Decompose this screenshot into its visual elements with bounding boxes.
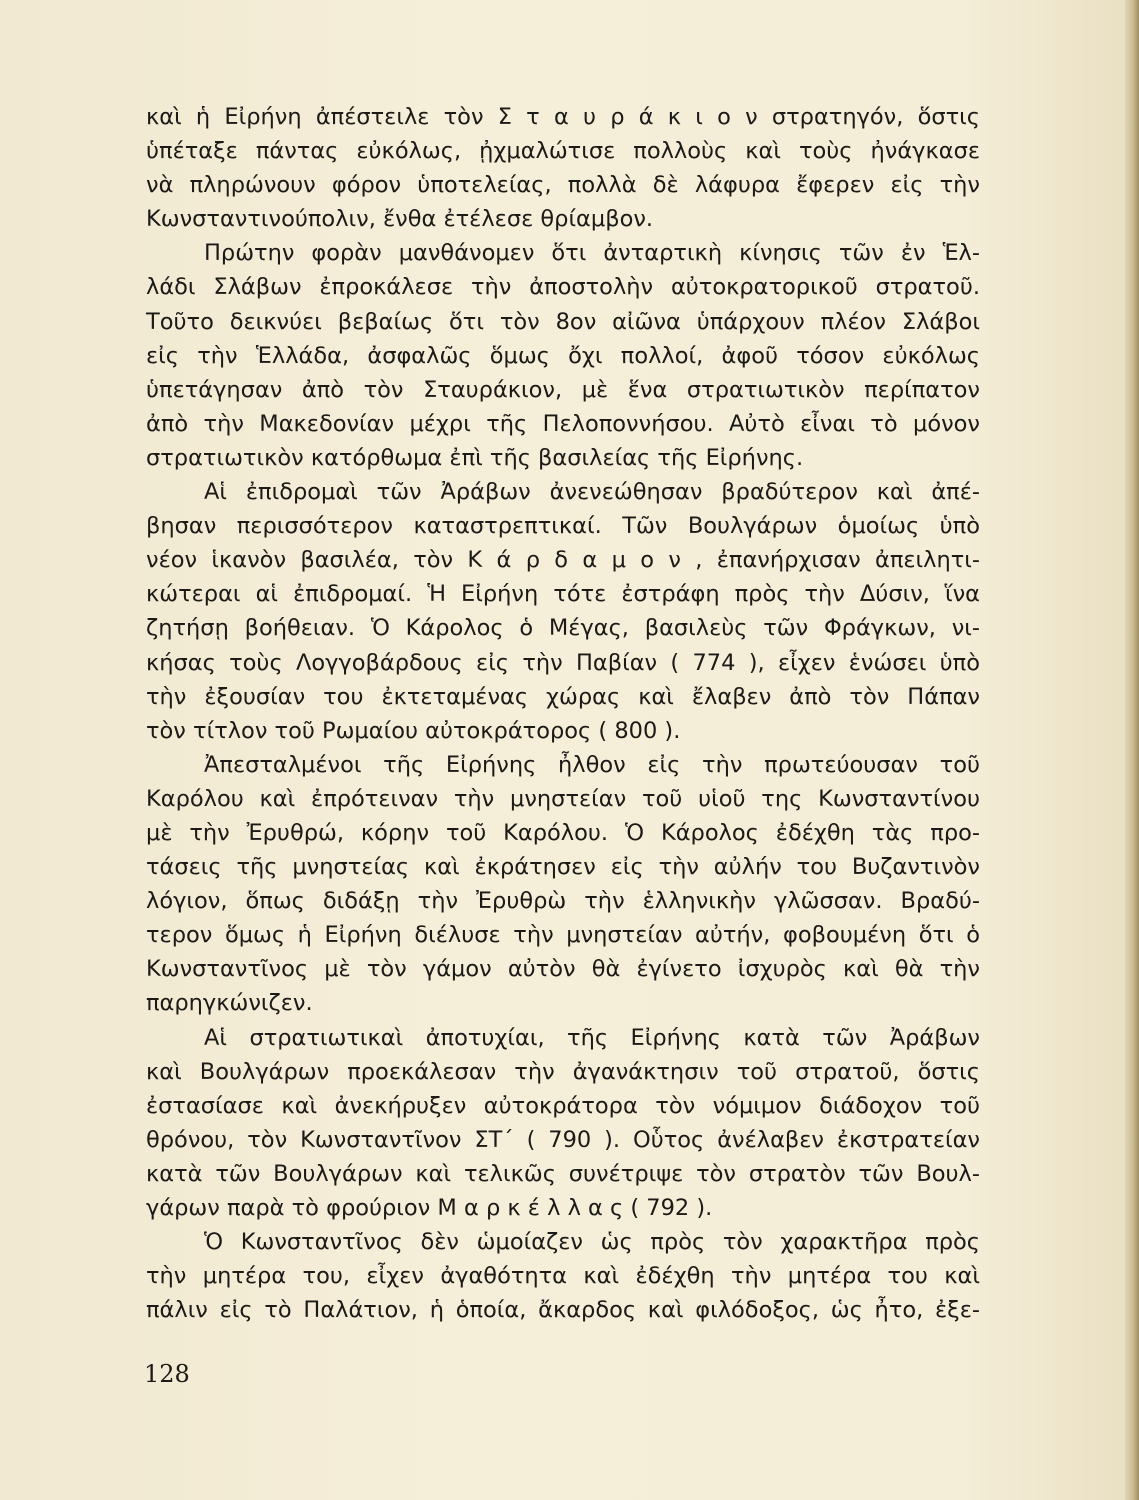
text-line: εἰς τὴν Ἑλλάδα, ἀσφαλῶς ὅμως ὄχι πολλοί, ἀφοῦ τόσον εὐκόλως bbox=[146, 342, 980, 369]
body-text bbox=[146, 100, 980, 1327]
text-line: κατὰ τῶν Βουλγάρων καὶ τελικῶς συνέτριψε τὸν στρατὸν τῶν Βουλ- bbox=[146, 1160, 980, 1187]
text-line: ὑπέταξε πάντας εὐκόλως, ᾐχμαλώτισε πολλοὺς καὶ τοὺς ἠνάγκασε bbox=[146, 138, 980, 165]
text-line: Τοῦτο δεικνύει βεβαίως ὅτι τὸν 8ον αἰῶνα ὑπάρχουν πλέον Σλάβοι bbox=[146, 308, 980, 335]
text-line: ἐστασίασε καὶ ἀνεκήρυξεν αὐτοκράτορα τὸν νόμιμον διάδοχον τοῦ bbox=[146, 1092, 980, 1119]
text-line: κώτεραι αἱ ἐπιδρομαί. Ἡ Εἰρήνη τότε ἐστράφη πρὸς τὴν Δύσιν, ἵνα bbox=[146, 581, 980, 608]
text-line: μὲ τὴν Ἐρυθρώ, κόρην τοῦ Καρόλου. Ὁ Κάρολος ἐδέχθη τὰς προ- bbox=[146, 819, 980, 846]
text-line: νὰ πληρώνουν φόρον ὑποτελείας, πολλὰ δὲ λάφυρα ἔφερεν εἰς τὴν bbox=[146, 172, 980, 199]
text-line: τὴν ἐξουσίαν του ἐκτεταμένας χώρας καὶ ἔλαβεν ἀπὸ τὸν Πάπαν bbox=[146, 683, 980, 710]
text-line: Αἱ στρατιωτικαὶ ἀποτυχίαι, τῆς Εἰρήνης κατὰ τῶν Ἀράβων bbox=[204, 1024, 980, 1051]
text-line: Αἱ ἐπιδρομαὶ τῶν Ἀράβων ἀνενεώθησαν βραδύτερον καὶ ἀπέ- bbox=[204, 479, 980, 506]
text-line: τὸν τίτλον τοῦ Ρωμαίου αὐτοκράτορος ( 800 ). bbox=[146, 717, 681, 744]
text-line: ζητήσῃ βοήθειαν. Ὁ Κάρολος ὁ Μέγας, βασιλεὺς τῶν Φράγκων, νι- bbox=[146, 615, 980, 642]
text-line: τάσεις τῆς μνηστείας καὶ ἐκράτησεν εἰς τὴν αὐλήν του Βυζαντινὸν bbox=[146, 854, 980, 881]
text-line: πάλιν εἰς τὸ Παλάτιον, ἡ ὁποία, ἄκαρδος καὶ φιλόδοξος, ὡς ἦτο, ἐξε- bbox=[146, 1297, 980, 1324]
text-line: γάρων παρὰ τὸ φρούριον Μ α ρ κ έ λ λ α ς ( 792 ). bbox=[146, 1195, 713, 1221]
text-line: Ὁ Κωνσταντῖνος δὲν ὡμοίαζεν ὡς πρὸς τὸν χαρακτῆρα πρὸς bbox=[204, 1229, 980, 1256]
text-line: Καρόλου καὶ ἐπρότειναν τὴν μνηστείαν τοῦ υἱοῦ της Κωνσταντίνου bbox=[146, 785, 980, 812]
text-line: κήσας τοὺς Λογγοβάρδους εἰς τὴν Παβίαν ( 774 ), εἶχεν ἑνώσει ὑπὸ bbox=[146, 649, 980, 676]
text-line: παρηγκώνιζεν. bbox=[146, 990, 313, 1017]
text-line: ἀπὸ τὴν Μακεδονίαν μέχρι τῆς Πελοποννήσου. Αὐτὸ εἶναι τὸ μόνον bbox=[146, 410, 980, 437]
text-line: στρατιωτικὸν κατόρθωμα ἐπὶ τῆς βασιλείας τῆς Εἰρήνης. bbox=[146, 444, 804, 471]
page-number: 128 bbox=[144, 1360, 190, 1388]
text-line: καὶ Βουλγάρων προεκάλεσαν τὴν ἀγανάκτησιν τοῦ στρατοῦ, ὅστις bbox=[146, 1058, 980, 1085]
text-line: τὴν μητέρα του, εἶχεν ἀγαθότητα καὶ ἐδέχθη τὴν μητέρα του καὶ bbox=[146, 1263, 980, 1290]
text-line: θρόνου, τὸν Κωνσταντῖνον ΣΤ΄ ( 790 ). Οὗτος ἀνέλαβεν ἐκστρατείαν bbox=[146, 1126, 980, 1153]
text-line: νέον ἱκανὸν βασιλέα, τὸν Κ ά ρ δ α μ ο ν , ἐπανήρχισαν ἀπειλητι- bbox=[146, 547, 980, 574]
text-line: Πρώτην φορὰν μανθάνομεν ὅτι ἀνταρτικὴ κίνησις τῶν ἐν Ἑλ- bbox=[204, 240, 980, 267]
text-line: ὑπετάγησαν ἀπὸ τὸν Σταυράκιον, μὲ ἕνα στρατιωτικὸν περίπατον bbox=[146, 376, 980, 403]
page-edge-shadow bbox=[1125, 0, 1139, 1500]
text-line: τερον ὅμως ἡ Εἰρήνη διέλυσε τὴν μνηστείαν αὐτήν, φοβουμένη ὅτι ὁ bbox=[146, 922, 980, 949]
text-line: Ἀπεσταλμένοι τῆς Εἰρήνης ἦλθον εἰς τὴν πρωτεύουσαν τοῦ bbox=[204, 751, 980, 778]
text-line: Κωνσταντινούπολιν, ἔνθα ἐτέλεσε θρίαμβον. bbox=[146, 206, 654, 233]
text-line: Κωνσταντῖνος μὲ τὸν γάμον αὐτὸν θὰ ἐγίνετο ἰσχυρὸς καὶ θὰ τὴν bbox=[146, 956, 980, 983]
text-line: καὶ ἡ Εἰρήνη ἀπέστειλε τὸν Σ τ α υ ρ ά κ ι ο ν στρατηγόν, ὅστις bbox=[146, 104, 980, 130]
text-line: βησαν περισσότερον καταστρεπτικαί. Τῶν Βουλγάρων ὁμοίως ὑπὸ bbox=[146, 513, 980, 540]
text-line: λόγιον, ὅπως διδάξῃ τὴν Ἐρυθρὼ τὴν ἑλληνικὴν γλῶσσαν. Βραδύ- bbox=[146, 888, 980, 915]
text-line: λάδι Σλάβων ἐπροκάλεσε τὴν ἀποστολὴν αὐτοκρατορικοῦ στρατοῦ. bbox=[146, 274, 980, 301]
